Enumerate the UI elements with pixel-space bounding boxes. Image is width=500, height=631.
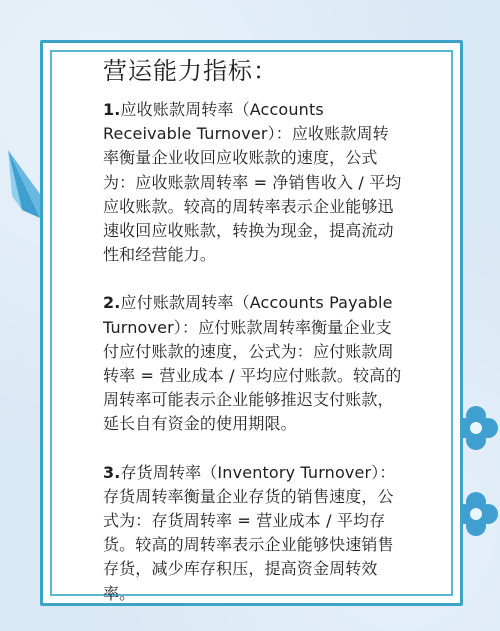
- section-2: [103, 291, 403, 436]
- section-text: 应收账款周转率（Accounts Receivable Turnover）：应收账款周转率衡量企业收回应收账款的速度，公式为：应收账款周转率 = 净销售收入 / 平均应收账款。较高的周转率表示企业能够迅速收回应收账款，转换为现金，提高流动性和经营能力。: [103, 100, 402, 265]
- content-area: [103, 56, 403, 606]
- section-number: 2.: [103, 293, 121, 313]
- section-text: 应付账款周转率（Accounts Payable Turnover）：应付账款周转率衡量企业支付应付账款的速度，公式为：应付账款周转率 = 营业成本 / 平均应付账款。较高的周转率可能表示企业能够推迟支付账款，延长自有资金的使用期限。: [103, 293, 402, 434]
- section-1: [103, 98, 403, 267]
- section-text: 存货周转率（Inventory Turnover）：存货周转率衡量企业存货的销售速度，公式为：存货周转率 = 营业成本 / 平均存货。较高的周转率表示企业能够快速销售存货，减少库存积压，提高资金周转效率。: [103, 462, 396, 603]
- section-number: 3.: [103, 462, 121, 482]
- section-3: [103, 461, 403, 606]
- page-title: 营运能力指标：: [103, 57, 278, 85]
- section-number: 1.: [103, 100, 121, 119]
